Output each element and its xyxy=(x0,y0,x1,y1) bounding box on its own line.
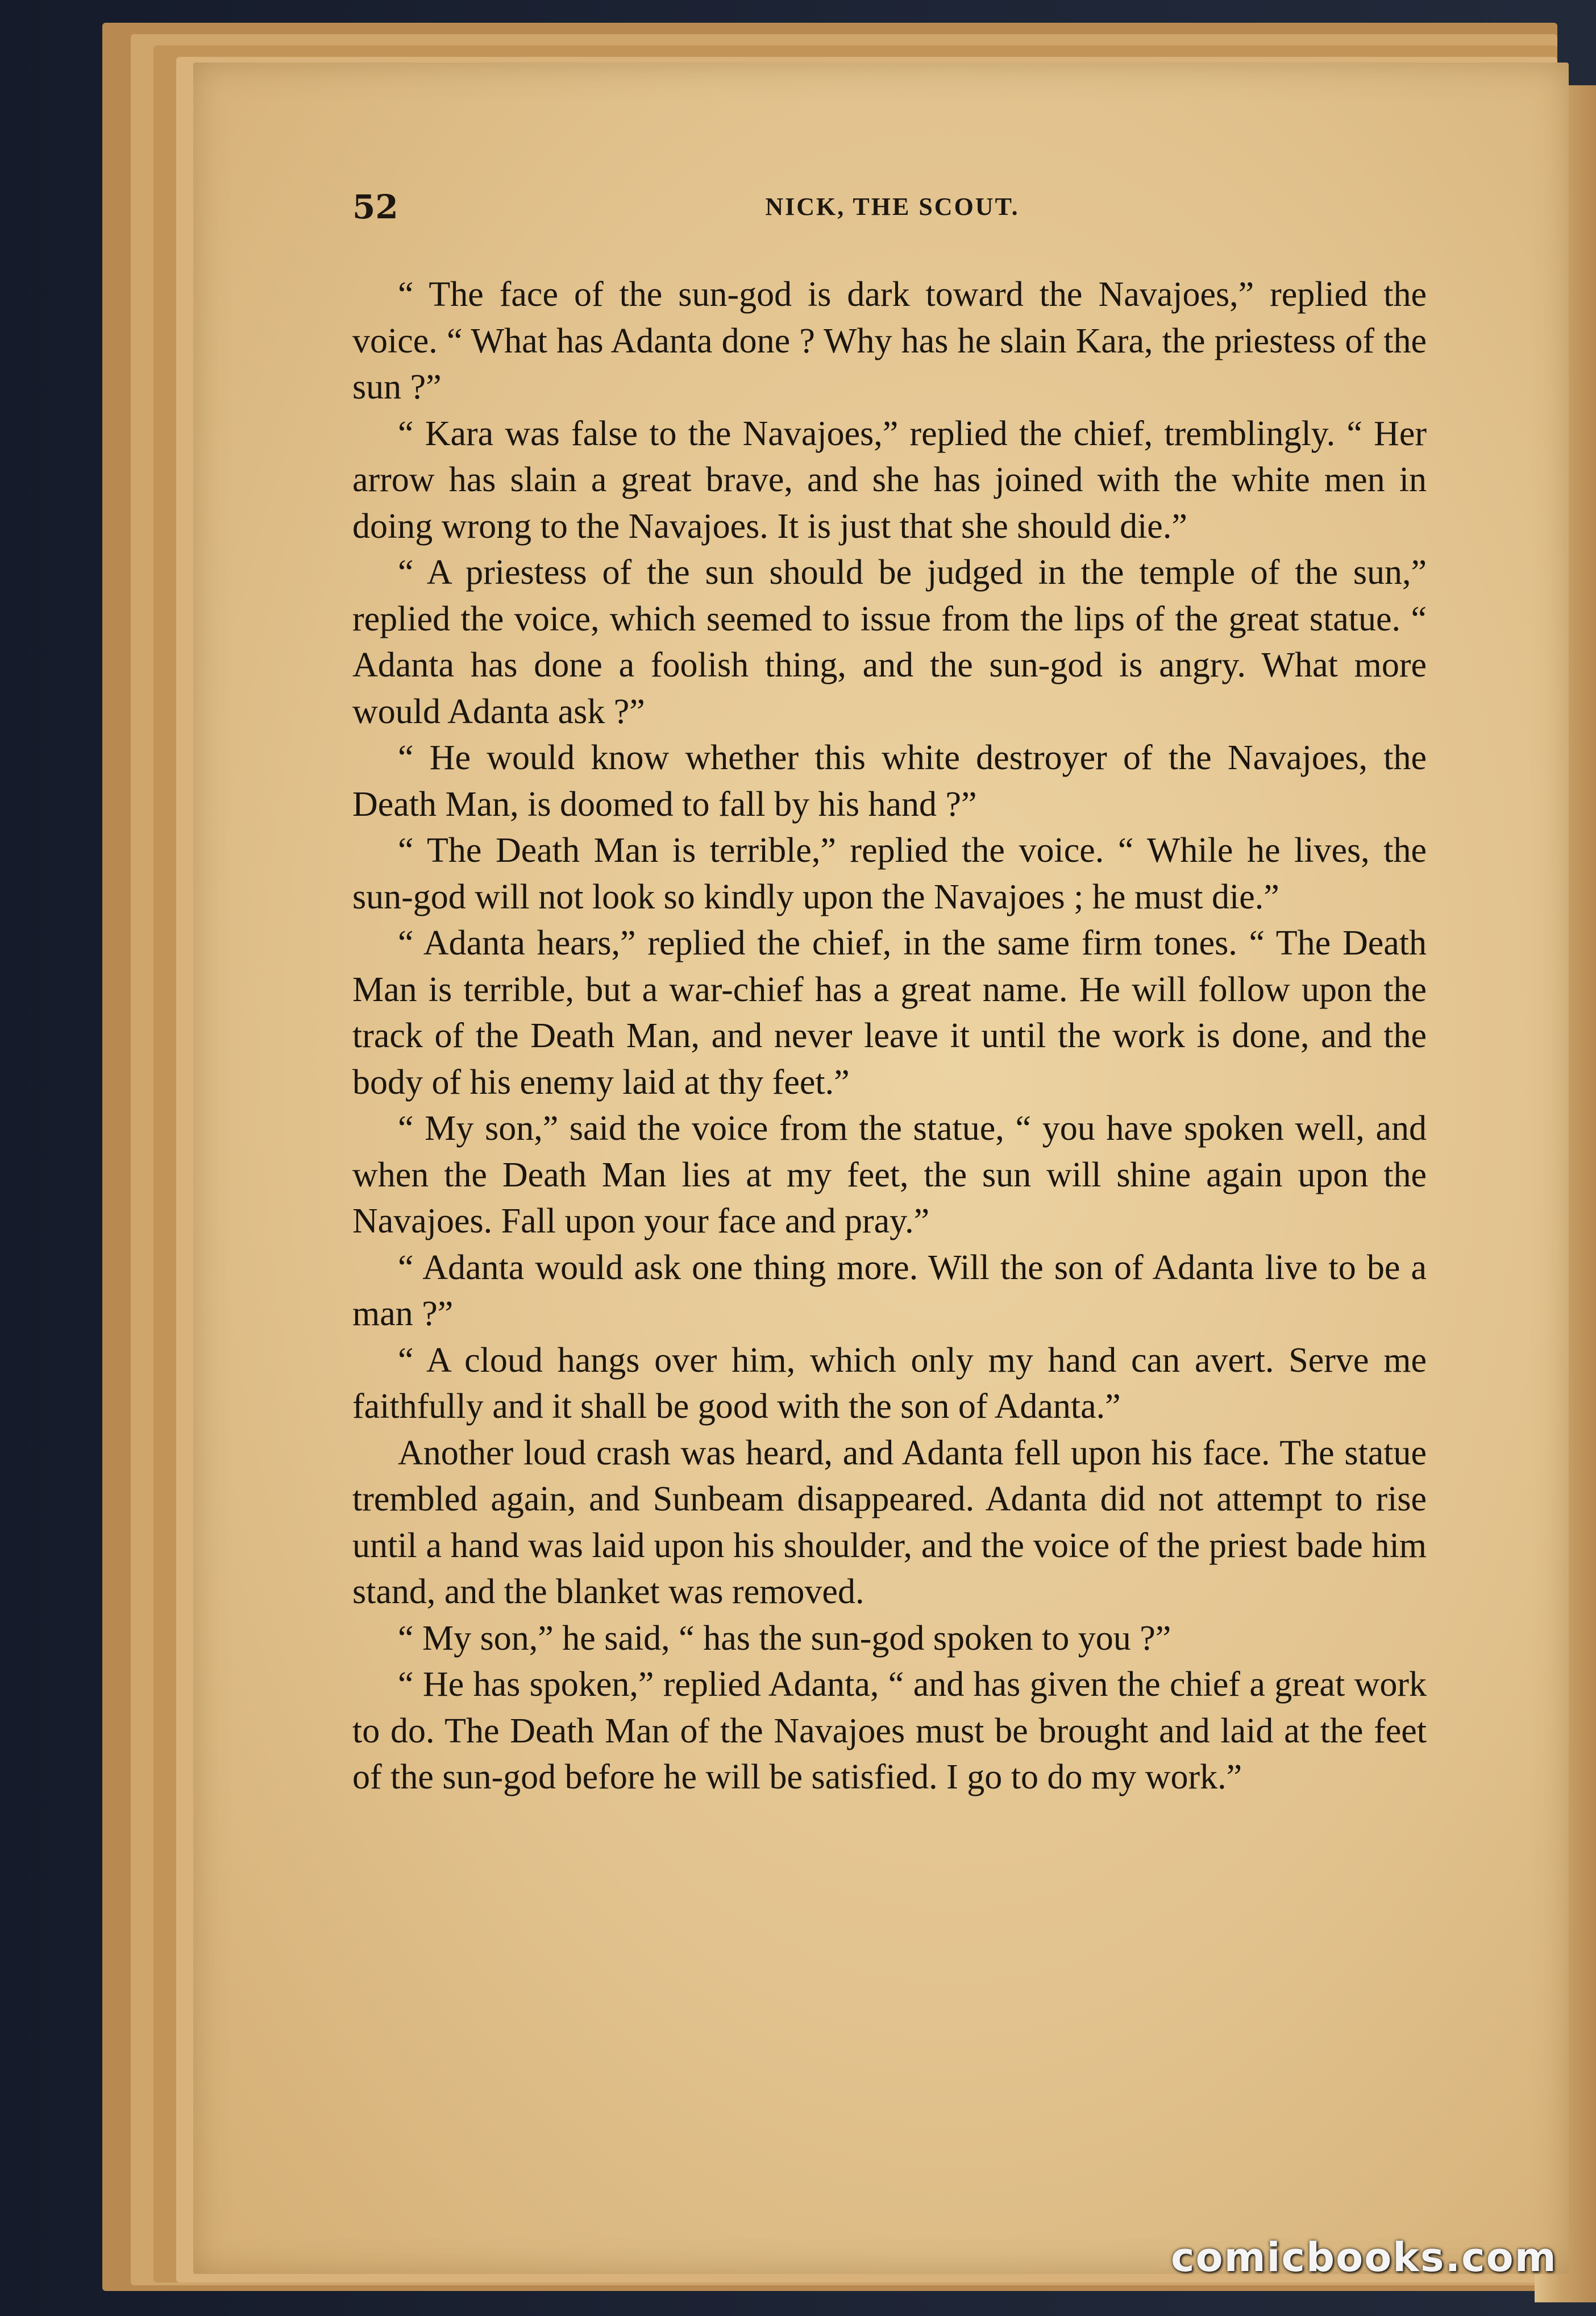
paragraph: “ Adanta would ask one thing more. Will the son of Adanta live to be a man ?” xyxy=(352,1248,1427,1333)
paragraph: Another loud crash was heard, and Adanta fell upon his face. The statue trembled again, and Sunbeam disappeared. Adanta did not attempt to rise until a hand was laid upon his shoulder, and the voice of the priest bade him stand, and the blanket was removed. xyxy=(352,1433,1427,1611)
watermark: comicbooks.com xyxy=(1171,2234,1557,2281)
paragraph: “ He would know whether this white destroyer of the Navajoes, the Death Man, is doomed to fall by his hand ?” xyxy=(352,738,1427,824)
running-title: NICK, THE SCOUT. xyxy=(765,193,1020,221)
paragraph: “ Kara was false to the Navajoes,” replied the chief, tremblingly. “ Her arrow has slain a great brave, and she has joined with the white men in doing wrong to the Navajoes. It is just that she should die.” xyxy=(352,414,1427,546)
paragraph: “ My son,” said the voice from the statue, “ you have spoken well, and when the Death Man lies at my feet, the sun will shine again upon the Navajoes. Fall upon your face and pray.” xyxy=(352,1109,1427,1240)
paragraph: “ Adanta hears,” replied the chief, in the same firm tones. “ The Death Man is terrible, but a war-chief has a great name. He will follow upon the track of the Death Man, and never leave it until the work is done, and the body of his enemy laid at thy feet.” xyxy=(352,924,1427,1102)
running-head xyxy=(352,188,1432,233)
paragraph: “ My son,” he said, “ has the sun-god spoken to you ?” xyxy=(398,1618,1171,1658)
body-text xyxy=(352,272,1427,1801)
paragraph: “ The Death Man is terrible,” replied the voice. “ While he lives, the sun-god will not look so kindly upon the Navajoes ; he must die.” xyxy=(352,831,1427,916)
page-number: 52 xyxy=(352,188,398,226)
paragraph: “ The face of the sun-god is dark toward the Navajoes,” replied the voice. “ What has Adanta done ? Why has he slain Kara, the priestess of the sun ?” xyxy=(352,275,1427,406)
paragraph: “ A cloud hangs over him, which only my hand can avert. Serve me faithfully and it shall be good with the son of Adanta.” xyxy=(352,1340,1427,1426)
paragraph: “ He has spoken,” replied Adanta, “ and has given the chief a great work to do. The Death Man of the Navajoes must be brought and laid at the feet of the sun-god before he will be satisfied. I go to do my work.” xyxy=(352,1665,1427,1796)
paragraph: “ A priestess of the sun should be judged in the temple of the sun,” replied the voice, which seemed to issue from the lips of the great statue. “ Adanta has done a foolish thing, and the sun-god is angry. What more would Adanta ask ?” xyxy=(352,553,1427,731)
